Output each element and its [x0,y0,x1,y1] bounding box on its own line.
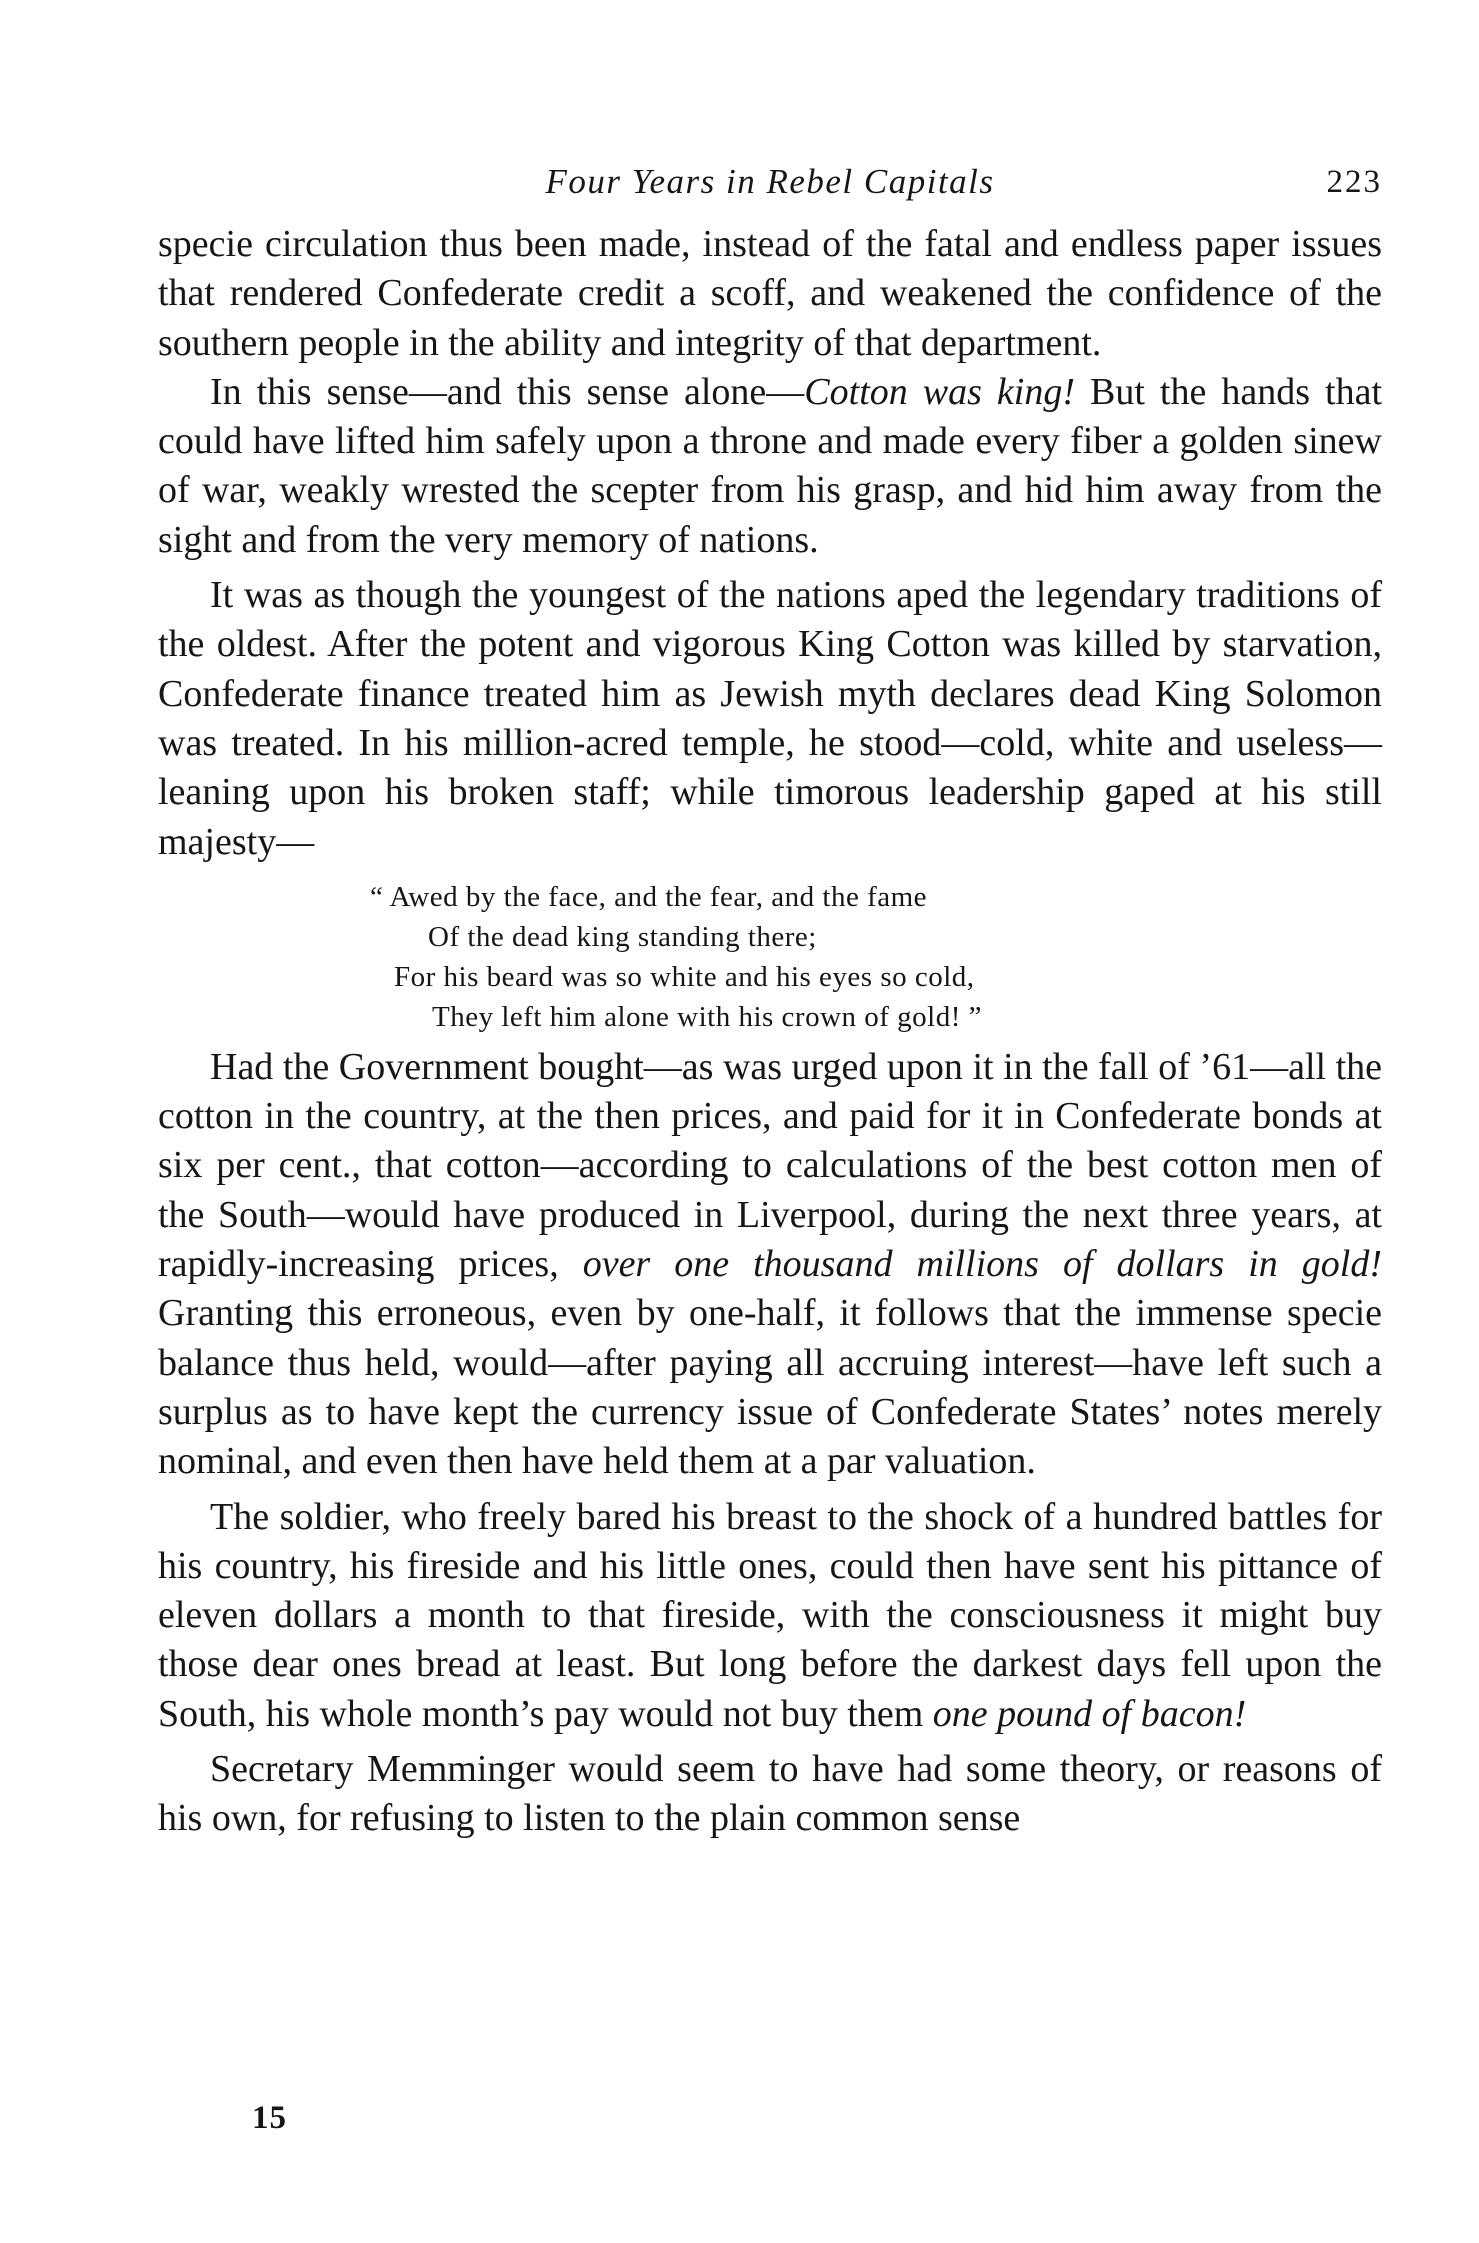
paragraph-soldier-text: The soldier, who freely bared his breast to the shock of a hundred battles for his country, his fireside and his little ones, could then have sent his pittance of eleven dollars a month to that fireside, with the consciousness it might buy those dear ones bread at least. But long before the darkest days fell upon the South, his whole month’s pay would not buy them [158,1495,1382,1735]
emphasis-cotton-was-king: Cotton was king! [804,370,1075,413]
running-title: Four Years in Rebel Capitals [545,162,995,201]
paragraph-government-cotton-text: Had the Government bought—as was urged upon it in the fall of ’61—all the cotton in the country, at the then prices, and paid for it in Confederate bonds at six per cent., that cotton—according to calculations of the best cotton men of the South—would have produced in Liverpool, during the next three years, at rapidly-increasing prices, [158,1045,1382,1286]
paragraph-cotton-king [158,368,1382,565]
verse-line: They left him alone with his crown of gold! ” [432,1000,983,1033]
paragraph-king-solomon: It was as though the youngest of the nations aped the legendary traditions of the oldest. After the potent and vigorous King Cotton was killed by starvation, Confederate finance treated him as Jewish myth declares dead King Solomon was treated. In his million-acred temple, he stood—cold, white and useless—leaning upon his broken staff; while timorous leadership gaped at his still majesty— [158,574,1382,863]
body-text [158,220,1382,1844]
paragraph-memminger: Secretary Memminger would seem to have had some theory, or reasons of his own, for refusing to listen to the plain common sense [158,1748,1382,1840]
emphasis-millions-in-gold: over one thousand millions of dollars in gold! [582,1243,1382,1286]
paragraph-cotton-king-text: In this sense—and this sense alone— [210,370,805,413]
paragraph-soldier [158,1493,1382,1739]
signature-mark: 15 [252,2100,287,2136]
verse-line: Of the dead king standing there; [428,920,817,953]
verse-line: “ Awed by the face, and the fear, and the fame [370,880,928,913]
emphasis-pound-of-bacon: one pound of bacon! [932,1692,1247,1735]
paragraph-cotton-king-rest: But the hands that could have lifted him safely upon a throne and made every fiber a golden sinew of war, weakly wrested the scepter from his grasp, and hid him away from the sight and from the very memory of nations. [158,370,1383,561]
book-page [158,150,1382,1844]
paragraph-government-cotton-rest: Granting this erroneous, even by one-half, it follows that the immense specie balance thus held, would—after paying all accruing interest—have left such a surplus as to have kept the currency issue of Confederate States’ notes merely nominal, and even then have held them at a par valuation. [158,1292,1382,1483]
page-number: 223 [1326,164,1382,200]
verse-quotation [158,877,1382,1037]
verse-line: For his beard was so white and his eyes so cold, [394,960,975,993]
paragraph-government-cotton [158,1043,1382,1487]
paragraph-continued: specie circulation thus been made, instead of the fatal and endless paper issues that rendered Confederate credit a scoff, and weakened the confidence of the southern people in the ability and integrity of that department. [158,223,1382,364]
running-head [158,150,1382,214]
